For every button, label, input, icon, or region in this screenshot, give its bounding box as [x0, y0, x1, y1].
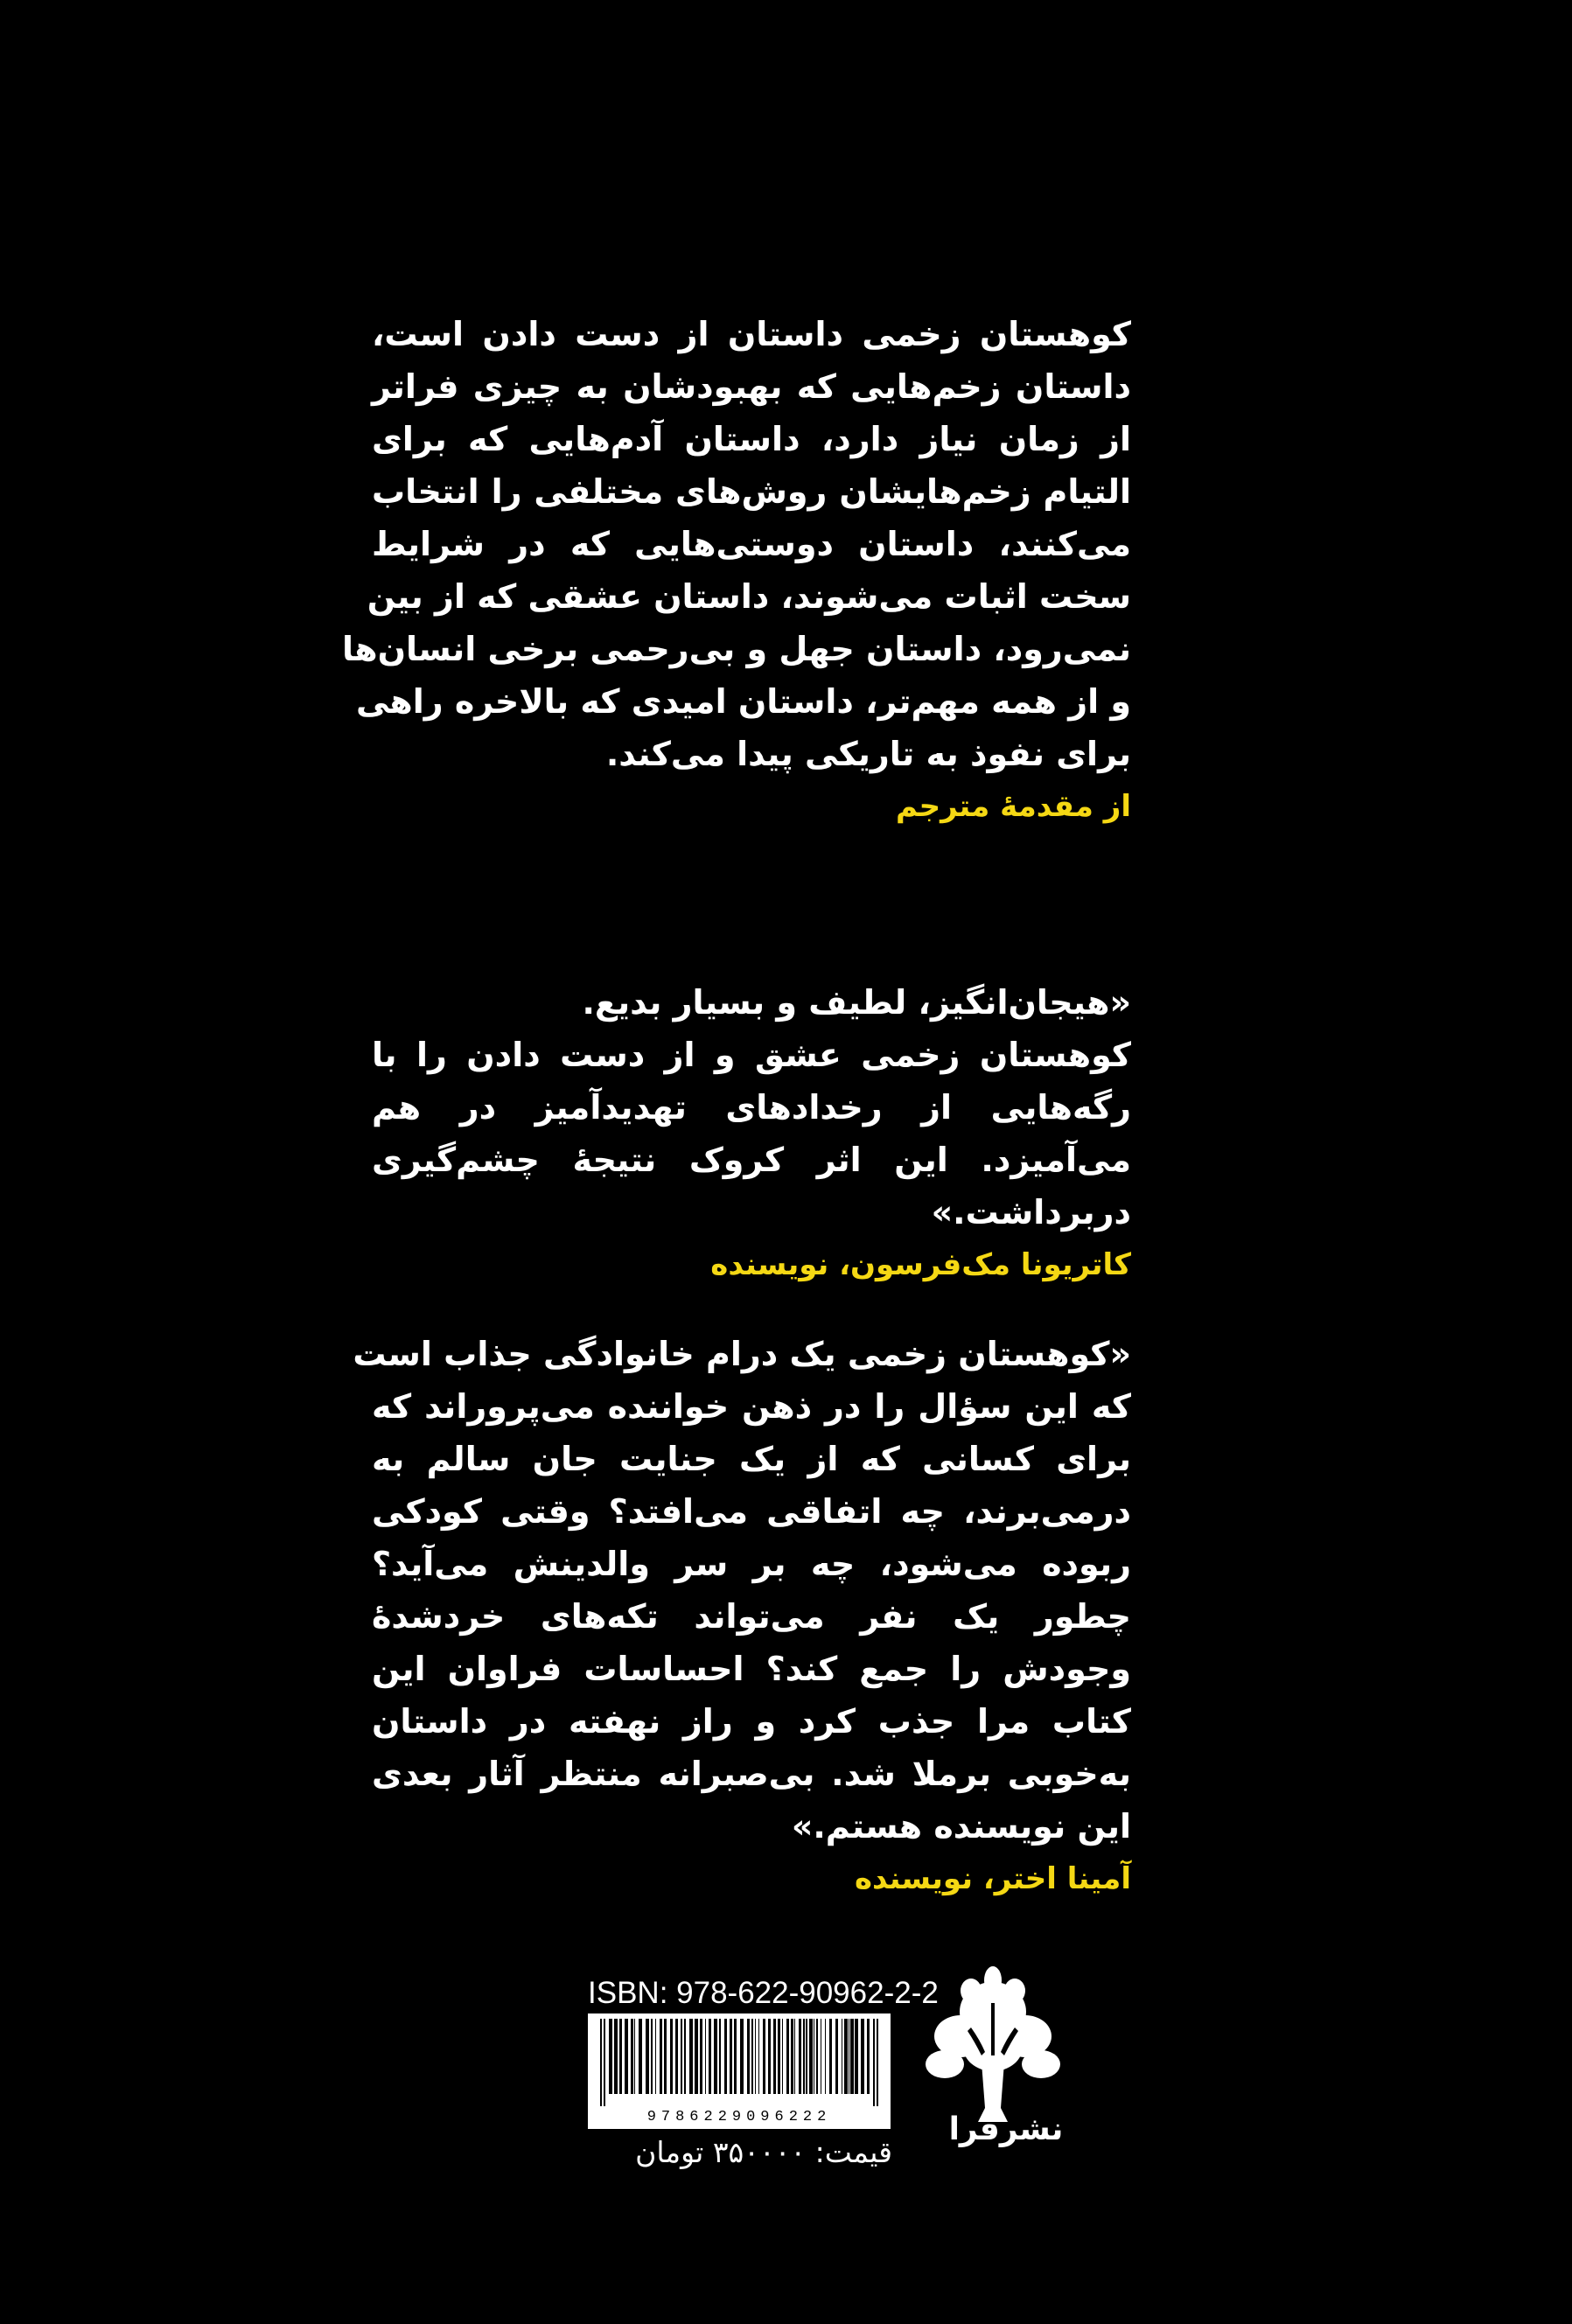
barcode-bar [829, 2019, 832, 2094]
intro-line: التیام زخم‌هایشان روش‌های مختلفی را انتخاب [372, 472, 1131, 511]
review-line: که این سؤال را در ذهن خواننده می‌پروراند که [372, 1387, 1131, 1426]
barcode-bar [809, 2019, 813, 2094]
barcode-bar [799, 2019, 801, 2094]
intro-line: کوهستان زخمی داستان از دست دادن است، [372, 315, 1131, 353]
barcode-bar [816, 2019, 818, 2094]
barcode-bar [714, 2019, 717, 2094]
review-line: کتاب مرا جذب کرد و راز نهفته در داستان [372, 1702, 1131, 1741]
barcode-guard-bar [873, 2019, 875, 2106]
barcode-bar [755, 2019, 756, 2094]
intro-line: سخت اثبات می‌شوند، داستان عشقی که از بین [367, 577, 1131, 616]
review-line: درمی‌برند، چه اتفاقی می‌افتد؟ وقتی کودکی [372, 1492, 1131, 1531]
barcode-bar [705, 2019, 706, 2094]
barcode-bar [639, 2019, 642, 2094]
review-line: می‌آمیزد. این اثر کروک نتیجهٔ چشم‌گیری [372, 1141, 1131, 1179]
barcode-bars-icon [588, 2013, 891, 2108]
barcode-bar [825, 2019, 826, 2094]
barcode-bar [768, 2019, 771, 2094]
barcode-digits: 9786229096222 [646, 2109, 832, 2125]
translator-intro [341, 308, 1131, 833]
barcode-guard-bar [604, 2019, 605, 2106]
barcode-bar [709, 2019, 711, 2094]
barcode-bar [634, 2019, 635, 2094]
barcode-bar [803, 2019, 805, 2094]
barcode-bar [734, 2019, 737, 2094]
barcode-bar [844, 2019, 848, 2094]
barcode-guard-bar [600, 2019, 602, 2106]
review-line: چطور یک نفر می‌تواند تکه‌های خردشدهٔ [372, 1597, 1131, 1636]
review-line: ربوده می‌شود، چه بر سر والدینش می‌آید؟ [372, 1545, 1131, 1583]
barcode-bar [806, 2019, 807, 2094]
barcode-guard-bar [877, 2019, 878, 2106]
barcode-bar [664, 2019, 667, 2094]
barcode-bar [782, 2019, 783, 2094]
barcode-bar [758, 2019, 759, 2094]
barcode-bar [835, 2019, 838, 2094]
review-line: «کوهستان زخمی یک درام خانوادگی جذاب است [353, 1335, 1131, 1373]
barcode-bar [867, 2019, 870, 2094]
barcode-bar [700, 2019, 702, 2094]
barcode-bar [695, 2019, 698, 2094]
publisher-name: نشرفرا [948, 2111, 1064, 2147]
intro-line: نمی‌رود، داستان جهل و بی‌رحمی برخی انسان‌ها [341, 630, 1131, 668]
barcode-bar [660, 2019, 662, 2094]
review-line: «هیجان‌انگیز، لطیف و بسیار بدیع. [582, 983, 1131, 1022]
barcode-bar [614, 2019, 618, 2094]
review-attribution: آمینا اختر، نویسنده [854, 1861, 1131, 1896]
barcode-bar [730, 2019, 732, 2094]
barcode-bar [778, 2019, 780, 2094]
barcode-bar [609, 2019, 612, 2094]
review-line: رگه‌هایی از رخدادهای تهدیدآمیز در هم [372, 1088, 1131, 1127]
review-mcpherson [372, 976, 1131, 1291]
barcode-bar [791, 2019, 793, 2094]
review-line: این نویسنده هستم.» [791, 1807, 1131, 1846]
barcode-bar [861, 2019, 864, 2094]
barcode-bar [670, 2019, 673, 2094]
review-line: دربرداشت.» [931, 1193, 1131, 1232]
review-line: به‌خوبی برملا شد. بی‌صبرانه منتظر آثار بعدی [372, 1755, 1131, 1793]
barcode-bar [689, 2019, 693, 2094]
barcode-bar [681, 2019, 682, 2094]
barcode-bar [773, 2019, 776, 2094]
intro-attribution: از مقدمهٔ مترجم [896, 789, 1131, 824]
barcode-bar [625, 2019, 628, 2094]
review-line: کوهستان زخمی عشق و از دست دادن را با [372, 1036, 1131, 1074]
intro-line: داستان زخم‌هایی که بهبودشان به چیزی فراتر [372, 367, 1131, 406]
barcode [588, 2013, 891, 2129]
review-attribution: کاتریونا مک‌فرسون، نویسنده [710, 1247, 1131, 1282]
barcode-bar [684, 2019, 686, 2094]
isbn-label: ISBN: 978-622-90962-2-2 [588, 1976, 939, 2010]
intro-line: برای نفوذ به تاریکی پیدا می‌کند. [605, 735, 1131, 773]
barcode-bar [655, 2019, 656, 2094]
review-line: وجودش را جمع کند؟ احساسات فراوان این [372, 1650, 1131, 1688]
review-line: برای کسانی که از یک جنایت جان سالم به [372, 1440, 1131, 1478]
barcode-bar [719, 2019, 721, 2094]
barcode-bar [724, 2019, 727, 2094]
barcode-bar [651, 2019, 653, 2094]
barcode-bar [675, 2019, 678, 2094]
barcode-bar [646, 2019, 649, 2094]
barcode-bar [794, 2019, 795, 2094]
barcode-bar [855, 2019, 858, 2094]
barcode-bar [786, 2019, 789, 2094]
barcode-bar [751, 2019, 753, 2094]
price-label: قیمت: ۳۵۰۰۰۰ تومان [635, 2135, 892, 2169]
intro-line: و از همه مهم‌تر، داستان امیدی که بالاخره راهی [355, 682, 1131, 721]
review-akhtar [353, 1328, 1131, 1905]
barcode-bar [747, 2019, 750, 2094]
barcode-bar [631, 2019, 633, 2094]
intro-line: می‌کنند، داستان دوستی‌هایی که در شرایط [372, 525, 1131, 563]
intro-line: از زمان نیاز دارد، داستان آدم‌هایی که برای [372, 420, 1131, 458]
barcode-bar [763, 2019, 765, 2094]
barcode-bar [740, 2019, 744, 2094]
barcode-bar [619, 2019, 622, 2094]
barcode-bar [850, 2019, 854, 2094]
